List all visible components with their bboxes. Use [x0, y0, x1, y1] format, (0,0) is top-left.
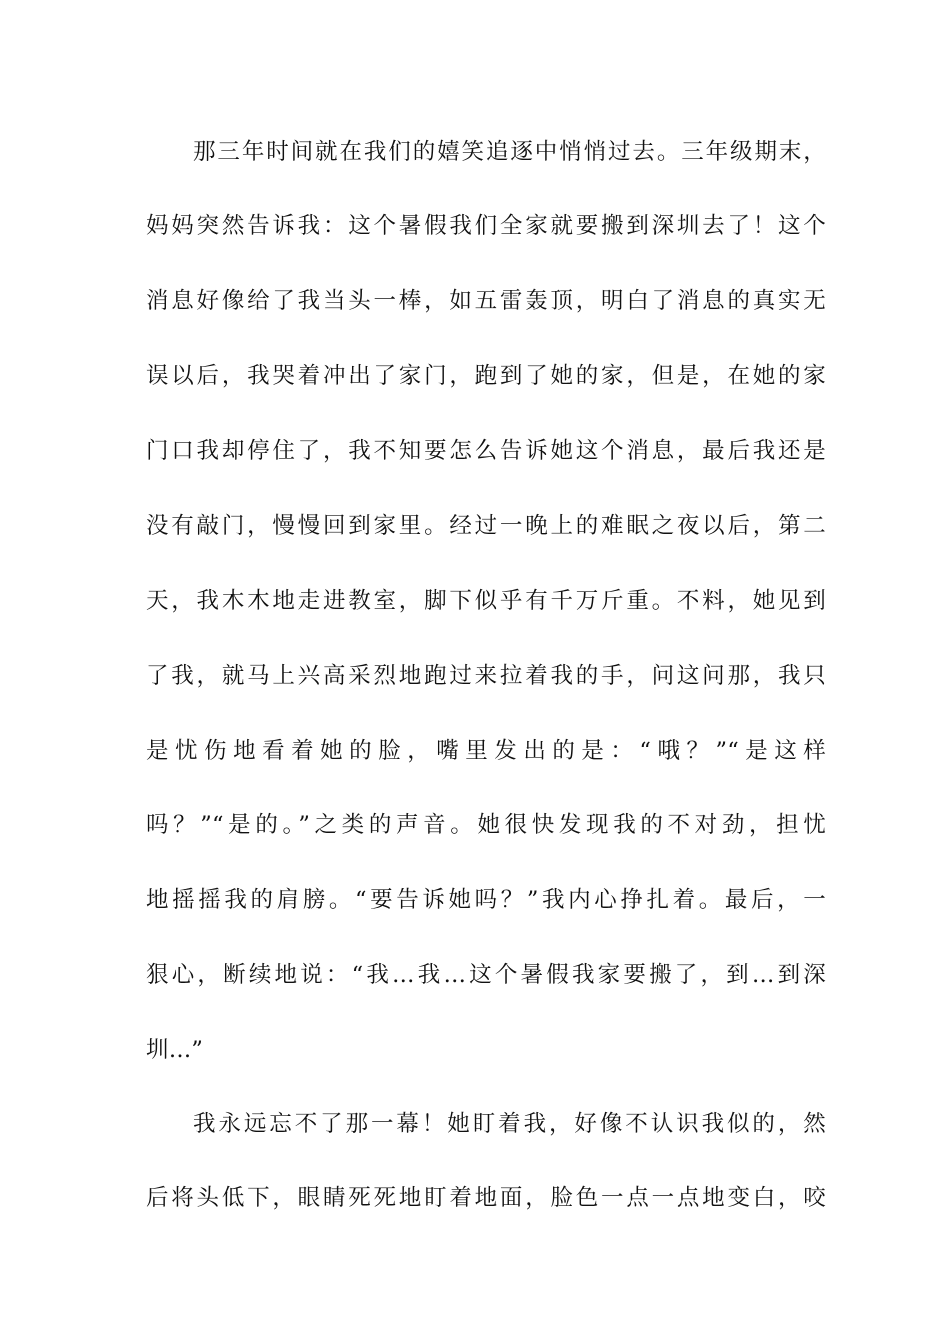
- paragraph-2-line-1: 我永远忘不了那一幕！她盯着我，好像不认识我似的，然: [193, 1111, 826, 1137]
- paragraph-1-line-5: 门口我却停住了，我不知要怎么告诉她这个消息，最后我还是: [146, 438, 826, 464]
- paragraph-1-line-3: 消息好像给了我当头一棒，如五雷轰顶，明白了消息的真实无: [146, 288, 826, 314]
- paragraph-1-line-10: 吗？”“是的。”之类的声音。她很快发现我的不对劲，担忧: [146, 812, 826, 838]
- paragraph-1-line-8: 了我，就马上兴高采烈地跑过来拉着我的手，问这问那，我只: [146, 663, 826, 689]
- paragraph-1-line-1: 那三年时间就在我们的嬉笑追逐中悄悄过去。三年级期末，: [193, 139, 826, 165]
- paragraph-1-line-4: 误以后，我哭着冲出了家门，跑到了她的家，但是，在她的家: [146, 363, 826, 389]
- paragraph-1-line-7: 天，我木木地走进教室，脚下似乎有千万斤重。不料，她见到: [146, 588, 826, 614]
- paragraph-1-line-11: 地摇摇我的肩膀。“要告诉她吗？”我内心挣扎着。最后，一: [146, 887, 826, 913]
- paragraph-1-line-13: 圳…”: [146, 1037, 204, 1063]
- paragraph-1-line-6: 没有敲门，慢慢回到家里。经过一晚上的难眠之夜以后，第二: [146, 513, 826, 539]
- paragraph-1-line-9: 是忧伤地看着她的脸，嘴里发出的是：“哦？”“是这样: [146, 738, 826, 764]
- paragraph-2-line-2: 后将头低下，眼睛死死地盯着地面，脸色一点一点地变白，咬: [146, 1185, 826, 1211]
- paragraph-1-line-12: 狠心，断续地说：“我…我…这个暑假我家要搬了，到…到深: [146, 962, 826, 988]
- paragraph-1-line-2: 妈妈突然告诉我：这个暑假我们全家就要搬到深圳去了！这个: [146, 213, 826, 239]
